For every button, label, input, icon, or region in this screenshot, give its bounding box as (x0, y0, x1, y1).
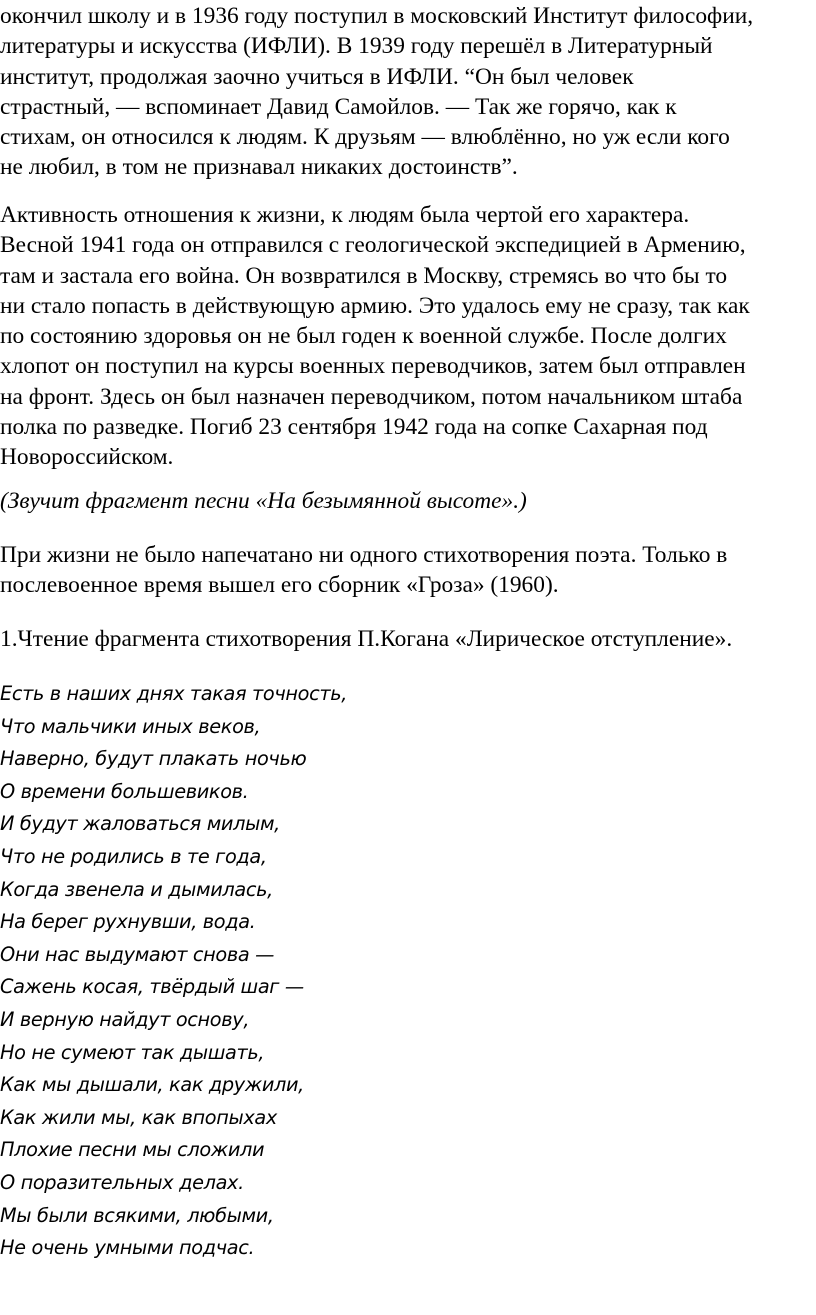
biography-paragraph-2 (0, 200, 816, 473)
stage-note (0, 486, 816, 516)
poem-line: И верную найдут основу, (0, 1007, 250, 1031)
poem-line: Наверно, будут плакать ночью (0, 747, 307, 771)
text-line: по состоянию здоровья он не был годен к военной службе. После долгих (0, 323, 727, 350)
poem-line: Не очень умными подчас. (0, 1236, 255, 1260)
text-line: стихам, он относился к людям. К друзьям — влюблённо, но уж если кого (0, 124, 730, 151)
text-line: хлопот он поступил на курсы военных переводчиков, затем был отправлен (0, 353, 746, 380)
poem-line: Мы были всякими, любыми, (0, 1203, 274, 1227)
poem-line: Как жили мы, как впопыхах (0, 1105, 277, 1129)
text-line: литературы и искусства (ИФЛИ). В 1939 году перешёл в Литературный (0, 33, 713, 60)
poem-line: Когда звенела и дымилась, (0, 877, 273, 901)
poem-line: И будут жаловаться милым, (0, 812, 280, 836)
text-line: При жизни не было напечатано ни одного стихотворения поэта. Только в (0, 542, 728, 568)
text-line: ни стало попасть в действующую армию. Это удалось ему не сразу, так как (0, 292, 750, 319)
poem-line: Плохие песни мы сложили (0, 1138, 265, 1162)
poem-line: Они нас выдумают снова — (0, 942, 275, 966)
text-line: полка по разведке. Погиб 23 сентября 1942 года на сопке Сахарная под (0, 414, 708, 441)
poem-line: О поразительных делах. (0, 1170, 244, 1194)
poem (0, 678, 816, 1265)
text-line: послевоенное время вышел его сборник «Гроза» (1960). (0, 572, 559, 599)
poem-line: На берег рухнувши, вода. (0, 910, 256, 934)
text-line: Активность отношения к жизни, к людям была чертой его характера. (0, 202, 690, 228)
stage-note-text: (Звучит фрагмент песни «На безымянной высоте».) (0, 488, 527, 514)
text-line: институт, продолжая заочно учиться в ИФЛИ. “Он был человек (0, 63, 634, 90)
text-line: не любил, в том не признавал никаких достоинств”. (0, 154, 518, 181)
text-line: Весной 1941 года он отправился с геологической экспедицией в Армению, (0, 232, 746, 259)
biography-paragraph-3 (0, 540, 816, 601)
text-line: на фронт. Здесь он был назначен переводчиком, потом начальником штаба (0, 383, 743, 410)
reading-heading-text: 1.Чтение фрагмента стихотворения П.Когана «Лирическое отступление». (0, 626, 733, 652)
text-line: там и застала его война. Он возвратился в Москву, стремясь во что бы то (0, 262, 728, 289)
text-line: Новороссийском. (0, 444, 174, 471)
reading-heading (0, 624, 816, 654)
poem-line: Как мы дышали, как дружили, (0, 1073, 304, 1097)
poem-line: Что мальчики иных веков, (0, 714, 261, 738)
poem-line: О времени большевиков. (0, 779, 249, 803)
text-line: окончил школу и в 1936 году поступил в московский Институт философии, (0, 3, 754, 29)
text-line: страстный, — вспоминает Давид Самойлов. — Так же горячо, как к (0, 93, 677, 120)
poem-line: Есть в наших днях такая точность, (0, 682, 348, 705)
poem-line: Что не родились в те года, (0, 844, 267, 868)
poem-line: Сажень косая, твёрдый шаг — (0, 975, 304, 999)
poem-line: Но не сумеют так дышать, (0, 1040, 265, 1064)
biography-paragraph-1 (0, 1, 816, 183)
